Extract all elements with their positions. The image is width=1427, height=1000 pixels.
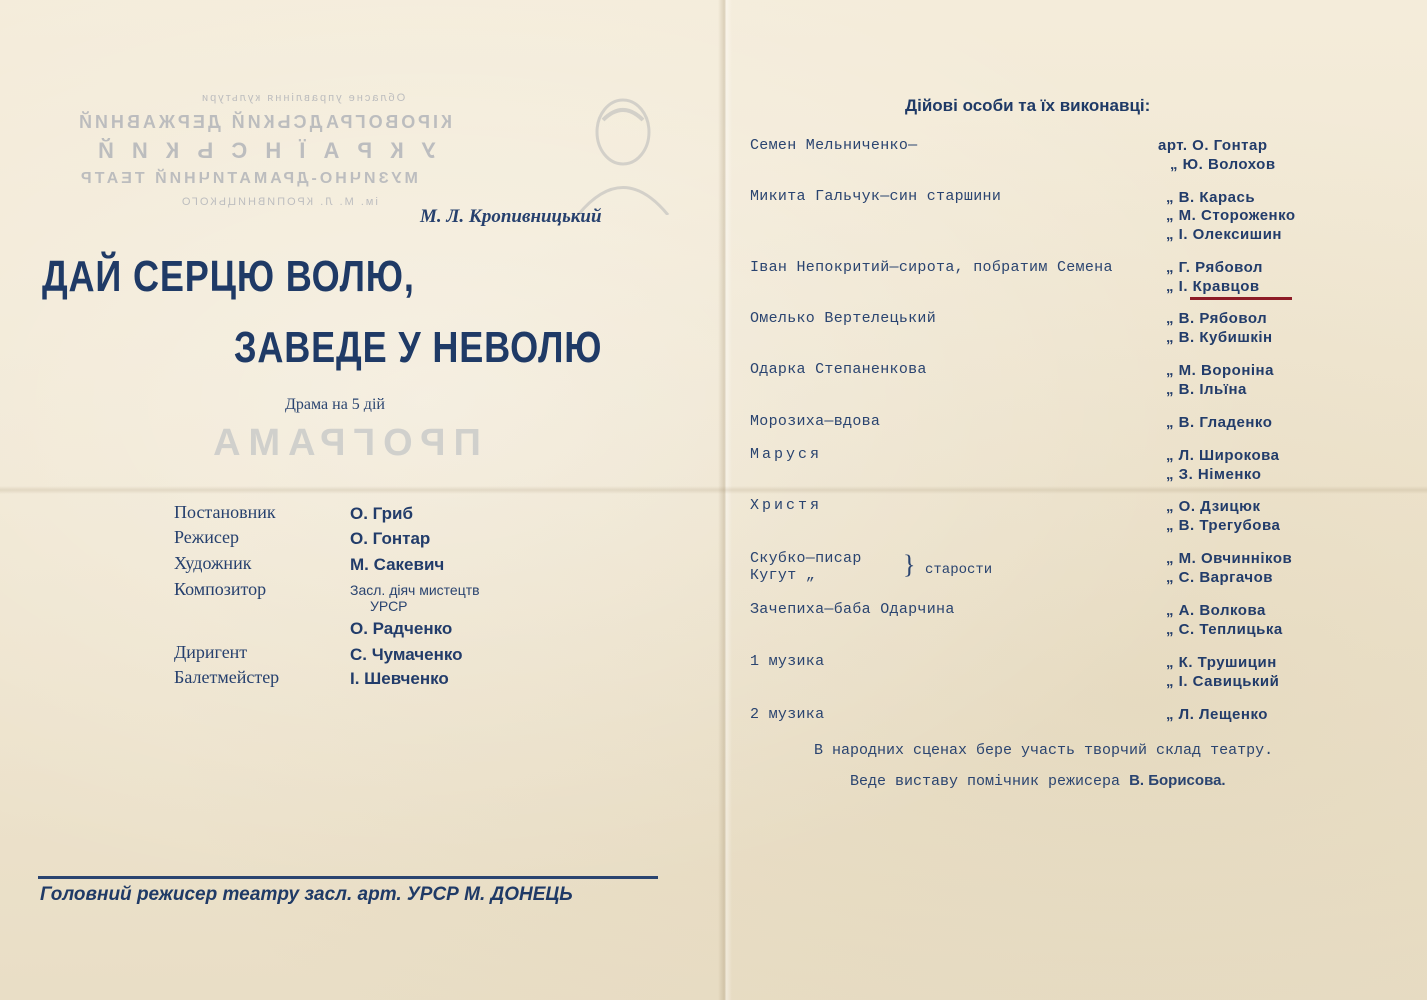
performer: „ В. Кубишкін	[1166, 329, 1273, 346]
vertical-fold	[718, 0, 732, 1000]
programa-show-through: ПРОГРАМА	[205, 422, 481, 464]
performer: „ В. Трегубова	[1166, 517, 1281, 534]
character-name: Семен Мельниченко—	[750, 137, 918, 154]
play-title-line-2: ЗАВЕДЕ У НЕВОЛЮ	[234, 323, 603, 372]
brace-symbol: }	[903, 550, 916, 579]
character-name: Морозиха—вдова	[750, 413, 881, 430]
crew-composer-title: Засл. діяч мистецтв	[350, 582, 480, 598]
portrait-watermark	[568, 90, 678, 215]
stage-manager-note	[850, 772, 1226, 790]
performer: „ А. Волкова	[1166, 602, 1266, 619]
crew-name-composer: О. Радченко	[350, 619, 453, 638]
stage-manager-name: В. Борисова.	[1129, 772, 1226, 789]
character-name: Іван Непокритий—сирота, побратим Семена	[750, 259, 1113, 276]
stamp-line-2: КІРОВОГРАДСЬКИЙ ДЕРЖАВНИЙ	[76, 112, 452, 132]
performer: „ В. Карась	[1166, 189, 1256, 206]
performer: арт. О. Гонтар	[1158, 137, 1268, 154]
horizontal-fold	[0, 486, 1427, 494]
character-name: Микита Гальчук—син старшини	[750, 188, 1002, 205]
performer: „ Ю. Волохов	[1170, 156, 1276, 173]
character-name: Маруся	[750, 446, 823, 463]
character-name: Кугут „	[750, 567, 816, 584]
crew-name-stage-director: О. Гонтар	[350, 529, 431, 548]
performer: „ Г. Рябовол	[1166, 259, 1263, 276]
character-name: Одарка Степаненкова	[750, 361, 927, 378]
crowd-scenes-note: В народних сценах бере участь творчий склад театру.	[814, 742, 1274, 759]
crew-role-composer: Композитор	[174, 579, 267, 599]
performer: „ М. Вороніна	[1166, 362, 1274, 379]
chief-director-footer: Головний режисер театру засл. арт. УРСР М. ДОНЕЦЬ	[40, 884, 573, 905]
stamp-line-4: МУЗИЧНО-ДРАМАТИЧНИЙ ТЕАТР	[78, 170, 418, 187]
crew-role-choreographer: Балетмейстер	[174, 667, 280, 687]
character-name: 2 музика	[750, 706, 825, 723]
character-name: 1 музика	[750, 653, 825, 670]
performer: „ І. Савицький	[1166, 673, 1280, 690]
elders-group-label: старости	[925, 562, 993, 578]
performer: „ С. Варгачов	[1166, 569, 1273, 586]
footer-rule	[38, 876, 658, 879]
crew-role-stage-director: Режисер	[174, 527, 240, 547]
play-title-line-1: ДАЙ СЕРЦЮ ВОЛЮ,	[42, 252, 415, 301]
performer: „ О. Дзицюк	[1166, 498, 1261, 515]
performer: „ Л. Лещенко	[1166, 706, 1268, 723]
author: М. Л. Кропивницький	[420, 206, 602, 227]
performer: „ Л. Широкова	[1166, 447, 1280, 464]
crew-role-director: Постановник	[174, 502, 276, 522]
character-name: Скубко—писар	[750, 550, 862, 567]
red-underline-mark	[1190, 297, 1292, 300]
stamp-line-1: Обласне управління культури	[200, 92, 406, 104]
performer: „ В. Рябовол	[1166, 310, 1268, 327]
stamp-line-5: ім. М. Л. КРОПИВНИЦЬКОГО	[180, 196, 378, 208]
stamp-line-3: У К Р А Ї Н С Ь К И Й	[92, 138, 436, 163]
crew-role-conductor: Диригент	[174, 642, 248, 662]
character-name: Омелько Вертелецький	[750, 310, 937, 327]
crew-composer-title-2: УРСР	[370, 598, 408, 614]
performer: „ В. Ільїна	[1166, 381, 1247, 398]
performer: „ І. Олексишин	[1166, 226, 1282, 243]
crew-role-artist: Художник	[174, 553, 252, 573]
stage-manager-prefix: Веде виставу помічник режисера	[850, 773, 1121, 790]
performer: „ С. Теплицька	[1166, 621, 1283, 638]
performer: „ К. Трушицин	[1166, 654, 1277, 671]
performer: „ В. Гладенко	[1166, 414, 1273, 431]
play-subtitle: Драма на 5 дій	[285, 396, 385, 413]
performer-highlighted: „ І. Кравцов	[1166, 278, 1260, 295]
performer: „ М. Стороженко	[1166, 207, 1296, 224]
performer: „ М. Овчинніков	[1166, 550, 1293, 567]
character-name: Христя	[750, 497, 823, 514]
crew-name-director: О. Гриб	[350, 504, 413, 523]
crew-name-artist: М. Сакевич	[350, 555, 445, 574]
cast-heading: Дійові особи та їх виконавці:	[905, 96, 1151, 115]
performer: „ З. Німенко	[1166, 466, 1262, 483]
crew-name-choreographer: І. Шевченко	[350, 669, 449, 688]
character-name: Зачепиха—баба Одарчина	[750, 601, 955, 618]
crew-name-conductor: С. Чумаченко	[350, 645, 463, 664]
